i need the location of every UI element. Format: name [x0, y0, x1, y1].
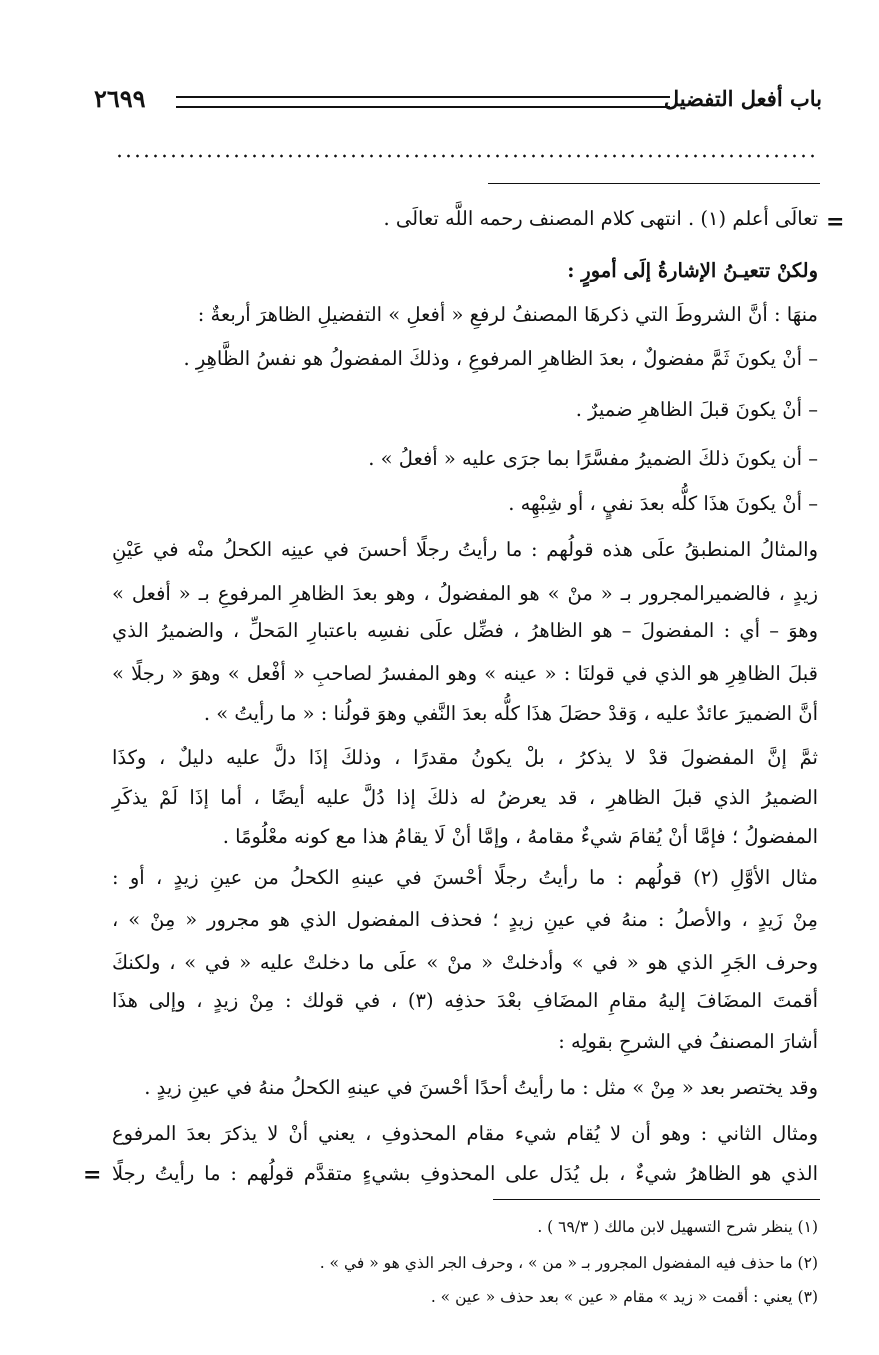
example-second-line: ومثال الثاني : وهو أن لا يُقام شيء مقام المحذوفِ ، يعني أنْ لا يذكرَ بعدَ المرفوع — [112, 1122, 818, 1145]
example-first-line: مثال الأوَّلِ (٢) قولُهم : ما رأيتُ رجلًا أحْسنَ في عينهِ الكحلُ من عينِ زيدٍ ، أو : — [112, 866, 818, 889]
condition-item-4: – أنْ يكونَ هذَا كلُّه بعدَ نفيٍ ، أو شِبْهِه . — [508, 492, 818, 515]
page-number: ٢٦٩٩ — [94, 84, 146, 113]
footnote-rule — [493, 1199, 820, 1200]
header-double-rule — [176, 96, 670, 108]
text-line-15: المفضولُ ؛ فإمَّا أنْ يُقامَ شيءٌ مقامهُ ، وإمَّا أنْ لَا يقامُ هذا مع كونه معْلُومًا . — [222, 825, 818, 848]
text-line-8: والمثالُ المنطبقُ علَى هذه قولُهم : ما رأيتُ رجلًا أحسنَ في عينِه الكحلُ منْه في عَيْنِ — [112, 538, 818, 561]
condition-item-2: – أنْ يكونَ قبلَ الظاهرِ ضميرٌ . — [575, 398, 818, 421]
text-line-18: وحرف الجَرِ الذي هو « في » وأدخلتْ « منْ » علَى ما دخلتْ عليه « في » ، ولكنكَ — [112, 951, 818, 974]
condition-item-1: – أنْ يكونَ ثَمَّ مفضولٌ ، بعدَ الظاهرِ المرفوعِ ، وذلكَ المفضولُ هو نفسُ الظَّاهِرِ . — [183, 347, 818, 370]
footnote-2: (٢) ما حذف فيه المفضول المجرور بـ « من » ، وحرف الجر الذي هو « في » . — [319, 1254, 818, 1272]
text-line-11: قبلَ الظاهِرِ هو الذي في قولنَا : « عينه » وهو المفسرُ لصاحبِ « أفْعل » وهوَ « رجلًا » — [112, 662, 818, 685]
text-line-20: أشارَ المصنفُ في الشرحِ بقولِه : — [558, 1030, 818, 1053]
condition-item-3: – أن يكونَ ذلكَ الضميرُ مفسَّرًا بما جرَى عليه « أفعلُ » . — [368, 447, 818, 470]
text-line-13: ثمَّ إنَّ المفضولَ قدْ لا يذكرُ ، بلْ يكونُ مقدرًا ، وذلكَ إذَا دلَّ عليه دليلٌ ، وكذَا — [112, 746, 818, 769]
text-line-23: الذي هو الظاهرُ شيءٌ ، بل يُدَل على المحذوفِ بشيءٍ متقدَّم قولُهم : ما رأيتُ رجلًا — [112, 1162, 818, 1185]
continuation-rule — [488, 183, 820, 184]
dotted-separator — [115, 152, 820, 160]
text-line-3: منهَا : أنَّ الشروطَ التي ذكرهَا المصنفُ لرفعِ « أفعلِ » التفضيلِ الظاهرَ أربعةٌ : — [197, 303, 818, 326]
text-line-17: مِنْ زَيدٍ ، والأصلُ : منهُ في عينِ زيدٍ ؛ فحذف المفضول الذي هو مجرور « مِنْ » ، — [112, 908, 818, 931]
text-line-19: أقمتَ المضَافَ إليهُ مقامِ المضَافِ بعْدَ حذفِه (٣) ، في قولك : مِنْ زيدٍ ، وإلى هذَا — [112, 989, 819, 1012]
text-line-9: زيدٍ ، فالضميرالمجرور بـ « منْ » هو المفضولُ ، وهو بعدَ الظاهرِ المرفوعِ بـ « أفعل » — [112, 582, 818, 605]
continuation-mark-bottom: = — [83, 1162, 102, 1188]
chapter-title: باب أفعل التفضيل — [663, 86, 822, 111]
footnote-3: (٣) يعني : أقمت « زيد » مقام « عين » بعد حذف « عين » . — [430, 1288, 818, 1306]
text-line-12: أنَّ الضميرَ عائدٌ عليه ، وَقدْ حصَلَ هذَا كلُّه بعدَ النَّفي وهوَ قولُنا : « ما رأيتُ » . — [203, 702, 818, 725]
text-line-10: وهوَ – أي : المفضولَ – هو الظاهرُ ، فضِّل علَى نفسِه باعتبارِ المَحلِّ ، والضميرُ الذي — [112, 619, 818, 642]
running-header — [94, 82, 822, 122]
continuation-mark-top: = — [826, 209, 845, 235]
text-line-1: تعالَى أعلم (١) . انتهى كلام المصنف رحمه اللَّه تعالَى . — [383, 207, 818, 230]
footnote-1: (١) ينظر شرح التسهيل لابن مالك ( ٦٩/٣ ) . — [537, 1218, 818, 1236]
text-line-14: الضميرُ الذي قبلَ الظاهرِ ، قد يعرضُ له ذلكَ إذا دُلَّ عليه أيضًا ، أما إذَا لَمْ يذكَرِ — [112, 786, 818, 809]
quoted-line: وقد يختصر بعد « مِنْ » مثل : ما رأيتُ أحدًا أحْسنَ في عينهِ الكحلُ منهُ في عينِ زيدٍ . — [144, 1076, 818, 1099]
section-heading: ولكنْ تتعيـنُ الإشارةُ إلَى أمورٍ : — [567, 259, 818, 282]
